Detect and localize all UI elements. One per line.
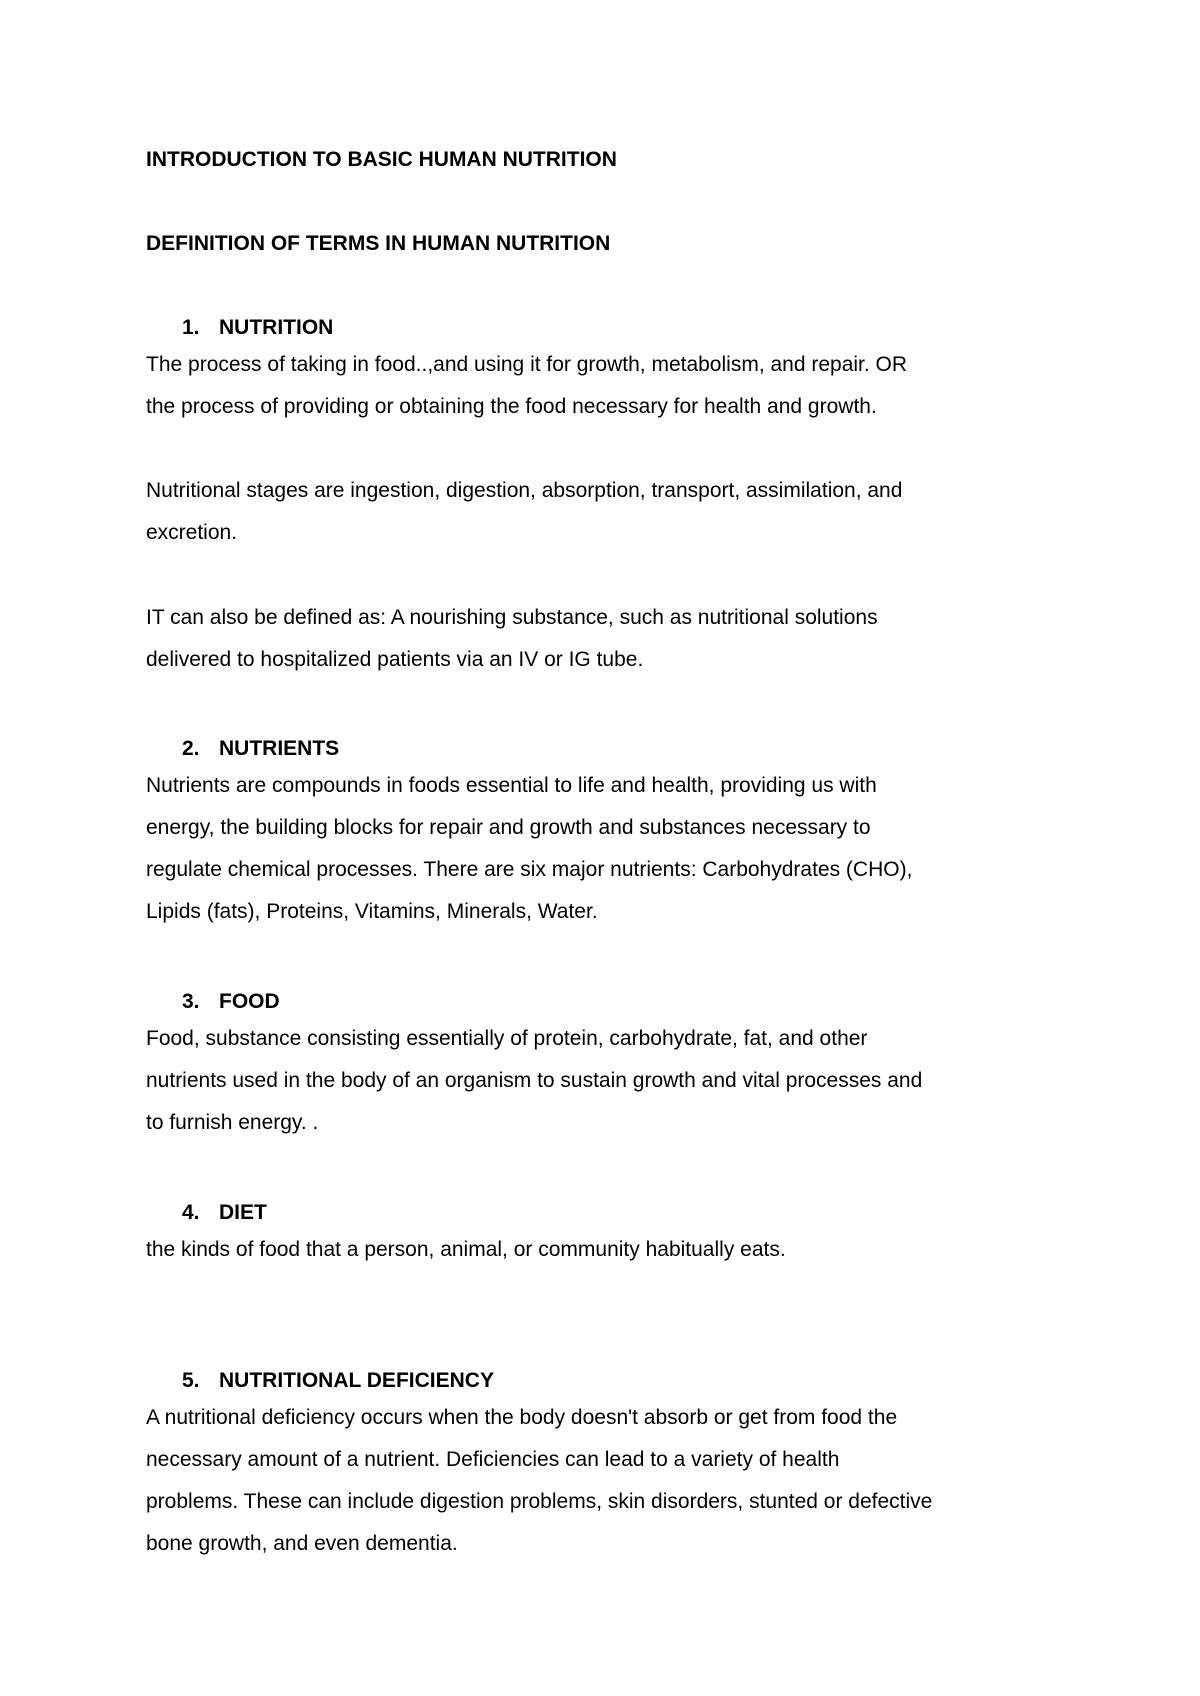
section-heading — [182, 315, 333, 341]
text-line: nutrients used in the body of an organism to sustain growth and vital processes and — [146, 1069, 923, 1092]
text-line: delivered to hospitalized patients via an IV or IG tube. — [146, 648, 644, 671]
section-heading — [182, 989, 280, 1015]
section-number: 5. — [182, 1369, 200, 1392]
paragraph — [146, 1018, 1066, 1144]
paragraph — [146, 1397, 1066, 1565]
document-title: INTRODUCTION TO BASIC HUMAN NUTRITION — [146, 148, 617, 171]
text-line: energy, the building blocks for repair and growth and substances necessary to — [146, 816, 871, 839]
text-line: excretion. — [146, 521, 238, 544]
section-title: NUTRITIONAL DEFICIENCY — [219, 1369, 494, 1392]
text-line: regulate chemical processes. There are six major nutrients: Carbohydrates (CHO), — [146, 858, 913, 881]
text-line: A nutritional deficiency occurs when the body doesn't absorb or get from food the — [146, 1406, 898, 1429]
section-number: 4. — [182, 1201, 200, 1224]
section-heading — [182, 736, 339, 762]
section-title: NUTRITION — [219, 316, 334, 339]
paragraph — [146, 344, 1066, 428]
text-line: the process of providing or obtaining the food necessary for health and growth. — [146, 395, 877, 418]
text-line: the kinds of food that a person, animal, or community habitually eats. — [146, 1238, 786, 1261]
text-line: The process of taking in food..,and using it for growth, metabolism, and repair. OR — [146, 353, 908, 376]
text-line: problems. These can include digestion problems, skin disorders, stunted or defective — [146, 1490, 933, 1513]
text-line: Nutritional stages are ingestion, digestion, absorption, transport, assimilation, and — [146, 479, 903, 502]
section-title: NUTRIENTS — [219, 737, 340, 760]
section-heading — [182, 1200, 267, 1226]
section-number: 3. — [182, 990, 200, 1013]
paragraph — [146, 1229, 1066, 1271]
section-number: 2. — [182, 737, 200, 760]
text-line: to furnish energy. . — [146, 1111, 319, 1134]
section-title: FOOD — [219, 990, 280, 1013]
text-line: Nutrients are compounds in foods essential to life and health, providing us with — [146, 774, 877, 797]
text-line: bone growth, and even dementia. — [146, 1532, 458, 1555]
section-heading — [182, 1368, 494, 1394]
text-line: IT can also be defined as: A nourishing substance, such as nutritional solutions — [146, 606, 878, 629]
section-number: 1. — [182, 316, 200, 339]
section-title: DIET — [219, 1201, 267, 1224]
text-line: necessary amount of a nutrient. Deficiencies can lead to a variety of health — [146, 1448, 840, 1471]
text-line: Food, substance consisting essentially of protein, carbohydrate, fat, and other — [146, 1027, 868, 1050]
paragraph — [146, 597, 1066, 681]
document-subtitle: DEFINITION OF TERMS IN HUMAN NUTRITION — [146, 232, 611, 255]
paragraph — [146, 470, 1066, 554]
text-line: Lipids (fats), Proteins, Vitamins, Minerals, Water. — [146, 900, 598, 923]
paragraph — [146, 765, 1066, 933]
